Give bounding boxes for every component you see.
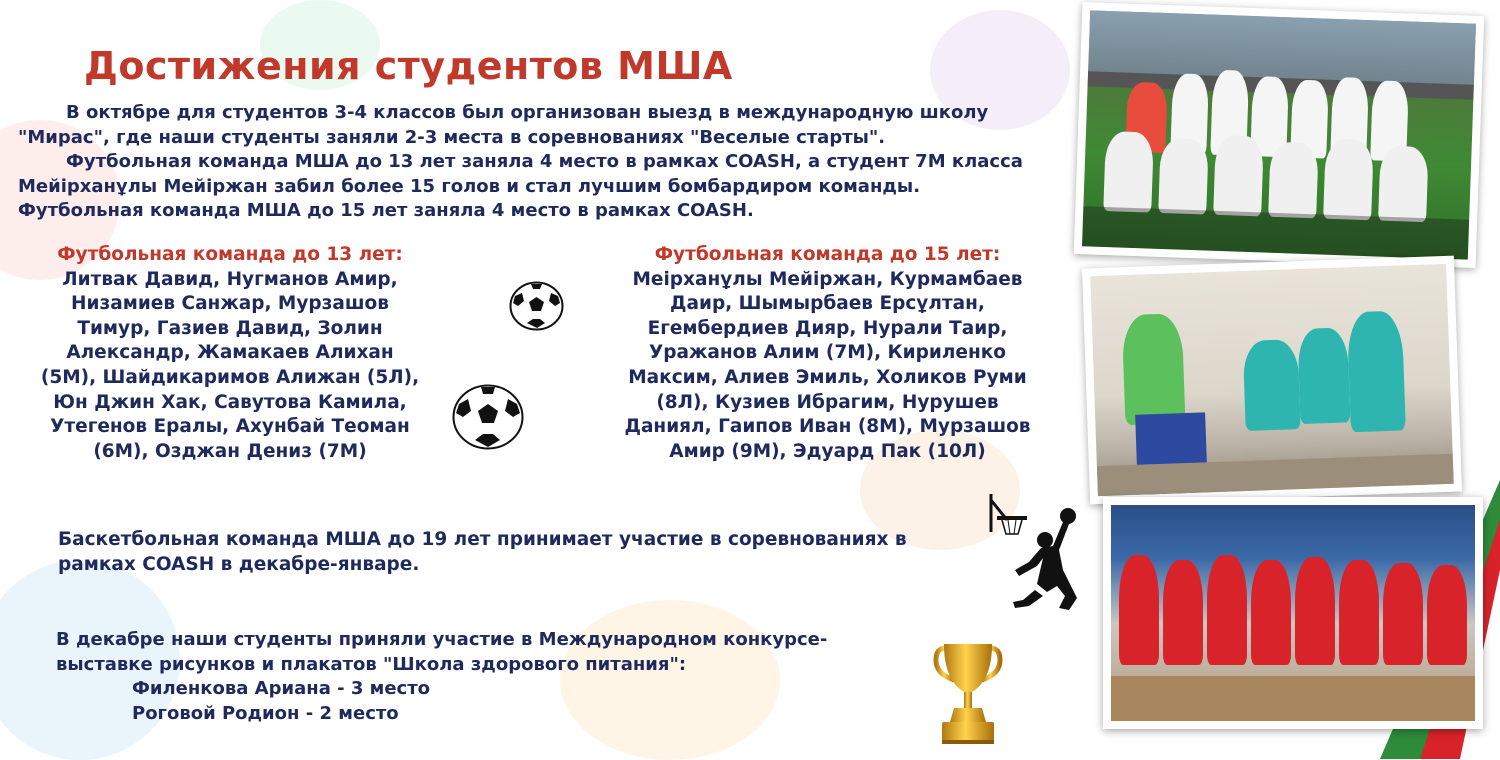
soccer-ball-icon	[509, 281, 564, 331]
intro-line: Футбольная команда МША до 13 лет заняла 4 место в рамках COASH, а студент 7М класса	[66, 151, 1023, 172]
team-member-line: Максим, Алиев Эмиль, Холиков Руми	[628, 366, 1027, 388]
contest-line: В декабре наши студенты приняли участие в Международном конкурсе-	[56, 629, 828, 650]
team-member-line: Юн Джин Хак, Савутова Камила,	[53, 391, 407, 413]
team-member-line: (5М), Шайдикаримов Алижан (5Л),	[40, 366, 420, 388]
team-member-line: Даир, Шымырбаев Ерсұлтан,	[670, 293, 985, 315]
team-under-13-heading: Футбольная команда до 13 лет:	[57, 244, 403, 265]
merry-starts-photo	[1082, 256, 1462, 505]
intro-paragraph	[18, 101, 1078, 224]
trophy-icon	[932, 640, 1004, 746]
photo-image	[1111, 505, 1475, 721]
team-member-line: Литвак Давид, Нугманов Амир,	[62, 268, 398, 290]
intro-line: Мейірханұлы Мейіржан забил более 15 голов и стал лучшим бомбардиром команды.	[18, 175, 921, 197]
team-member-line: Утегенов Ералы, Ахунбай Теоман	[50, 416, 410, 438]
contest-winner: Филенкова Ариана - 3 место	[132, 678, 431, 699]
team-member-line: Егембердиев Дияр, Нурали Таир,	[647, 317, 1008, 339]
photo-image	[1090, 264, 1453, 496]
football-team-photo	[1074, 2, 1485, 268]
team-member-line: Александр, Жамакаев Алихан	[66, 342, 394, 364]
team-member-line: Даниял, Гаипов Иван (8М), Мурзашов	[624, 416, 1031, 438]
team-member-line: Уражанов Алим (7М), Кириленко	[648, 342, 1006, 364]
team-member-line: (8Л), Кузиев Ибрагим, Нурушев	[656, 391, 999, 413]
basketball-line: Баскетбольная команда МША до 19 лет принимает участие в соревнованиях в	[58, 529, 907, 550]
contest-winner: Роговой Родион - 2 место	[132, 702, 399, 724]
team-under-15	[605, 243, 1050, 464]
team-member-line: Меірханұлы Мейіржан, Курмамбаев	[632, 268, 1023, 290]
soccer-ball-icon	[452, 384, 524, 450]
team-member-line: Амир (9М), Эдуард Пак (10Л)	[669, 440, 986, 462]
team-member-line: Тимур, Газиев Давид, Золин	[77, 317, 383, 339]
team-under-13	[20, 243, 440, 464]
intro-line: В октябре для студентов 3-4 классов был организован выезд в международную школу	[66, 102, 989, 123]
basketball-team-photo	[1103, 497, 1483, 729]
contest-line: выставке рисунков и плакатов "Школа здорового питания":	[56, 653, 687, 675]
page-title: Достижения студентов МША	[84, 44, 733, 88]
intro-line: "Мирас", где наши студенты заняли 2-3 места в соревнованиях "Веселые старты".	[18, 126, 886, 148]
team-member-line: (6М), Озджан Дениз (7М)	[93, 440, 367, 462]
basketball-line: рамках COASH в декабре-январе.	[58, 554, 420, 575]
intro-line: Футбольная команда МША до 15 лет заняла 4 место в рамках COASH.	[18, 200, 754, 221]
basketball-paragraph	[58, 527, 958, 577]
team-member-line: Низамиев Санжар, Мурзашов	[71, 293, 389, 315]
team-under-15-heading: Футбольная команда до 15 лет:	[654, 244, 1001, 265]
contest-paragraph	[56, 628, 956, 726]
photo-image	[1082, 10, 1476, 259]
basketball-player-icon	[985, 492, 1090, 614]
